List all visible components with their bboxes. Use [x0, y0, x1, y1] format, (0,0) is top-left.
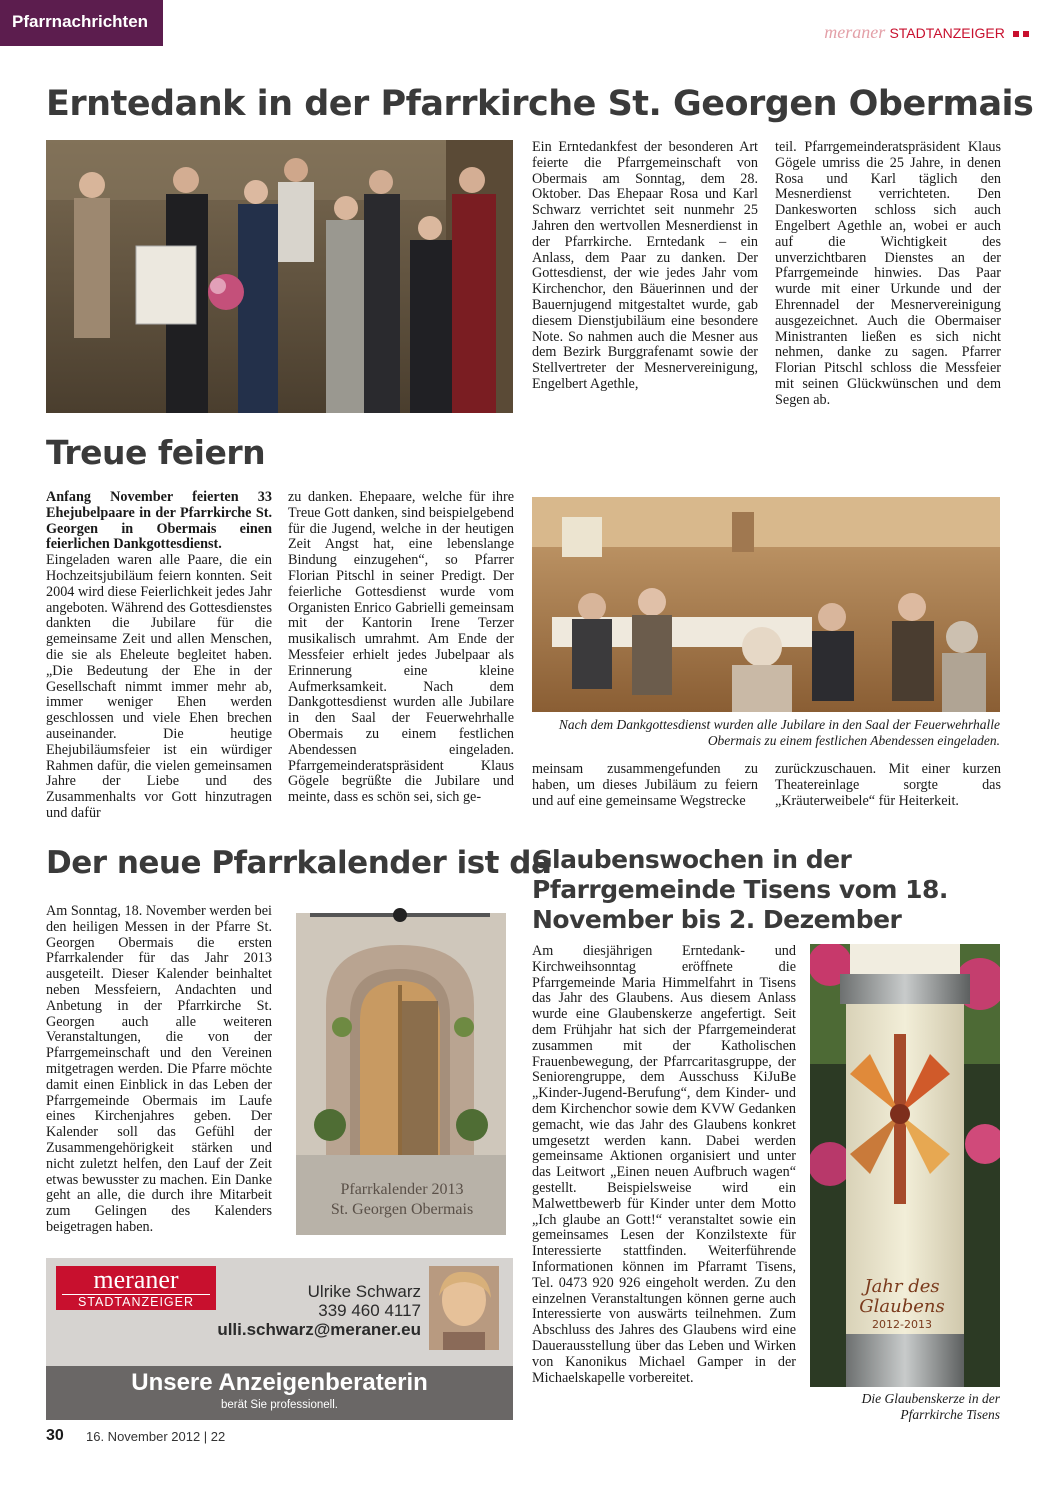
candle-text-3: 2012-2013	[872, 1318, 932, 1331]
ad-title: Unsere Anzeigenberaterin	[131, 1369, 428, 1396]
article1-column-2	[775, 140, 1001, 409]
masthead-square-icon	[1023, 31, 1029, 37]
dinner-photo-image	[532, 497, 1000, 712]
article1-headline: Erntedank in der Pfarrkirche St. Georgen Obermais	[46, 84, 1034, 124]
article3-text: Am Sonntag, 18. November werden bei den heiligen Messen in der Pfarre St. Georgen Obermais die ersten Pfarrkalender für das Jahr 2013 ausgeteilt. Dieser Kalender beinhaltet neben Messfeiern, Andachten und Anbetung in der Pfarrkirche St. Georgen auch alle weiteren Veranstaltungen, die von der Pfarrgemeinschaft und den Vereinen mitgetragen werden. Die Pfarre möchte damit einen Einblick in das Leben der Pfarrgemeinde Obermais im Laufe eines Kirchenjahres geben. Der Kalender soll das Gefühl der Zusammengehörigkeit stärken und nicht zuletzt helfen, den Lauf der Zeit etwas bewusster zu machen. Ein Danke geht an alle, die durch ihre Mitarbeit zum Gelingen des Kalenders beigetragen haben.	[46, 903, 272, 1235]
issue-date: 16. November 2012 | 22	[86, 1429, 226, 1444]
article1-column-1	[532, 140, 758, 393]
article2-photo-dinner	[532, 497, 1000, 712]
masthead-brand: meraner	[824, 22, 886, 42]
article2-caption: Nach dem Dankgottesdienst wurden alle Jubilare in den Saal der Feuerwehrhalle Obermais zu einem festlichen Abendessen eingeladen.	[558, 717, 1000, 748]
ad-contact	[217, 1282, 421, 1339]
ad-contact-email[interactable]: ulli.schwarz@meraner.eu	[217, 1320, 421, 1339]
article2-lead: Anfang November feierten 33 Ehejubelpaare in der Pfarrkirche St. Georgen in Obermais einen feierlichen Dankgottesdienst.	[46, 489, 272, 553]
calendar-title-line1: Pfarrkalender 2013	[340, 1181, 464, 1198]
candle-photo-image	[810, 944, 1000, 1387]
ad-contact-name: Ulrike Schwarz	[307, 1282, 421, 1301]
ad-contact-phone: 339 460 4117	[318, 1301, 421, 1320]
article2-text-3: meinsam zusammengefunden zu haben, um dieses Jubiläum zu feiern und auf eine gemeinsame Wegstrecke	[532, 761, 758, 809]
article1-text-2: teil. Pfarrgemeinderatspräsident Klaus Gögele umriss die 25 Jahre, in denen Rosa und Karl täglich den Mesnerdienst verrichteten. Den Dankesworten schloss sich auch Engelbert Agethle an, wobei er auch auf die Wichtigkeit des unverzichtbaren Dienstes an der Pfarrgemeinde hinwies. Das Paar wurde mit einer Urkunde und der Ehrennadel der Mesnervereinigung ausgezeichnet. Auch die Obermaiser Ministranten ließen es sich nicht nehmen, danke zu sagen. Pfarrer Florian Pitschl schloss die Messfeier mit seinen Glückwünschen und dem Segen ab.	[775, 139, 1001, 408]
article2-text-4: zurückzuschauen. Mit einer kurzen Theatereinlage sorgte das „Kräuterweibele“ für Heiterkeit.	[775, 761, 1001, 809]
article4-column	[532, 944, 796, 1386]
article2-column-3	[532, 762, 758, 809]
article4-headline: Glaubenswochen in der Pfarrgemeinde Tisens vom 18. November bis 2. Dezember	[532, 845, 948, 934]
masthead-square-icon	[1013, 31, 1019, 37]
article1-photo-group	[46, 140, 513, 413]
article4-caption: Die Glaubenskerze in der Pfarrkirche Tisens	[861, 1391, 1000, 1422]
ad-box	[46, 1258, 513, 1420]
calendar-photo-image	[290, 905, 513, 1240]
calendar-title-line2: St. Georgen Obermais	[330, 1201, 474, 1218]
ad-logo-top: meraner	[93, 1265, 179, 1294]
section-tab: Pfarrnachrichten	[0, 0, 163, 46]
group-photo-image	[46, 140, 513, 413]
article1-text-1: Ein Erntedankfest der besonderen Art feierte die Pfarrgemeinschaft von Obermais am Sonntag, dem 28. Oktober. Das Ehepaar Rosa und Karl Schwarz verrichtet seit nunmehr 25 Jahren den wertvollen Mesnerdienst in der Pfarrkirche. Erntedank – ein Anlass, dem Paar zu danken. Der Gottesdienst, der wie jedes Jahr vom Kirchenchor, den Bäuerinnen und der Bauernjugend mitgestaltet wurde, gab diesem Dienstjubiläum eine besondere Note. So nahmen auch die Mesner aus dem Bezirk Burggrafenamt sowie der Stellvertreter der Mesnervereinigung, Engelbert Agethle,	[532, 139, 758, 392]
candle-text-2: Glaubens	[859, 1296, 945, 1317]
article2-column-4	[775, 762, 1001, 809]
article3-headline: Der neue Pfarrkalender ist da	[46, 845, 552, 881]
ad-logo	[56, 1266, 216, 1310]
article3-calendar-image	[290, 905, 513, 1240]
article2-headline: Treue feiern	[46, 433, 266, 472]
ad-subtitle: berät Sie professionell.	[221, 1399, 338, 1411]
masthead	[824, 22, 1029, 43]
article3-column	[46, 904, 272, 1236]
article2-text-2: zu danken. Ehepaare, welche für ihre Treue Gott danken, sind beispielgebend für die Jugend, welche in der heutigen Zeit Angst hat, eine lebenslange Bindung einzugehen“, so Pfarrer Florian Pitschl in seiner Predigt. Der feierliche Gottesdienst wurde vom Organisten Enrico Gabrielli gemeinsam mit der Kantorin Irene Terzer musikalisch umrahmt. Am Ende der Messfeier erhielt jedes Jubelpaar als Erinnerung eine kleine Aufmerksamkeit. Nach dem Dankgottesdienst wurden alle Jubilare in den Saal der Feuerwehrhalle Obermais zu einem festlichen Abendessen eingeladen. Pfarrgemeinderatspräsident Klaus Gögele begrüßte die Jubilare und meinte, dass es schön sei, sich ge-	[288, 489, 514, 806]
article4-candle-photo	[810, 944, 1000, 1387]
ad-bar	[46, 1366, 513, 1420]
ad-logo-bottom: STADTANZEIGER	[62, 1294, 210, 1309]
masthead-name: STADTANZEIGER	[889, 25, 1005, 41]
page-number: 30	[46, 1427, 64, 1444]
article4-text: Am diesjährigen Erntedank- und Kirchweihsonntag eröffnete die Pfarrgemeinde Maria Himmelfahrt in Tisens das Jahr des Glaubens. Aus diesem Anlass wurde eine Glaubenskerze angefertigt. Seit dem Frühjahr hat sich der Pfarrgemeinderat zusammen mit der Katholischen Frauenbewegung, der Pfarrcaritasgruppe, der Seniorengruppe, dem Ausschuss KiJuBe „Kinder-Jugend-Berufung“, dem Kinder- und dem Kirchenchor sowie dem KVW Gedanken gemacht, wie das Jahr des Glaubens konkret umgesetzt werden kann. Dabei werden gemeinsame Aktionen organisiert und unter das Leitwort „Einen neuen Aufbruch wagen“ gestellt. Beispielsweise wird ein Malwettbewerb für Kinder unter dem Motto „Ich glaube an Gott!“ veranstaltet sowie ein gemeinsames Lesen der Konzilstexte für Interessierte stattfinden. Weiterführende Informationen können im Pfarramt Tisens, Tel. 0473 920 926 eingeholt werden. Zu den einzelnen Veranstaltungen können gerne auch Interessierte von auswärts teilnehmen. Zum Abschluss des Jahres des Glaubens wird eine Dauerausstellung über das Leben und Wirken von Kanonikus Michael Gamper in der Michaelskapelle vorbereitet.	[532, 943, 796, 1386]
candle-text-1: Jahr des	[864, 1276, 940, 1297]
article2-text-1: Eingeladen waren alle Paare, die ein Hochzeitsjubiläum feiern konnten. Seit 2004 wird diese Feierlichkeit jedes Jahr angeboten. Während des Gottesdienstes dankten die Jubilare für die gemeinsame Zeit und allen Menschen, die sie als Eheleute begleitet haben. „Die Bedeutung der Ehe in der Gesellschaft nimmt immer mehr ab, immer weniger Ehen werden geschlossen und viele Ehen brechen auseinander. Die heutige Ehejubiläumsfeier ist ein würdiger Rahmen dafür, die vielen gemeinsamen Jahre der Liebe und des Zusammenhalts vor Gott hinzutragen und dafür	[46, 552, 272, 821]
avatar-portrait-icon	[429, 1266, 499, 1350]
avatar	[429, 1266, 499, 1350]
article2-column-2	[288, 490, 514, 806]
article2-column-1	[46, 490, 272, 822]
